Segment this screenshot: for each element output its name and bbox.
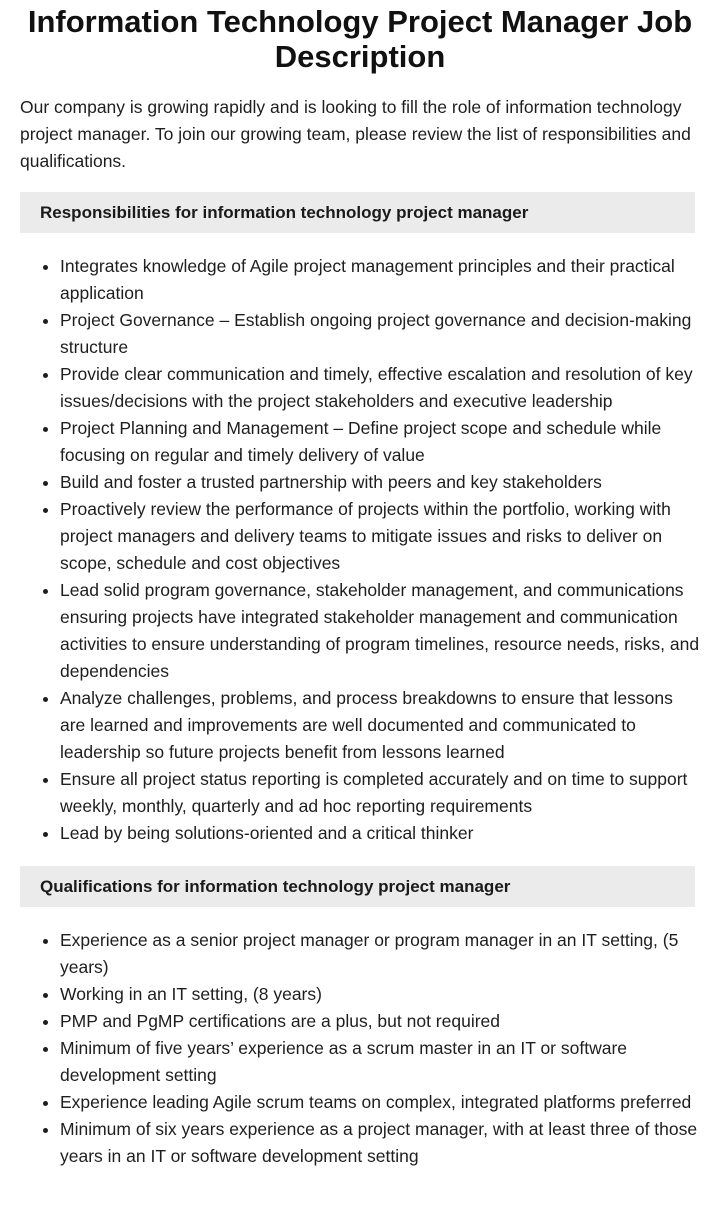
list-item: • Provide clear communication and timely, effective escalation and resolution of key issues/decisions with the project stakeholders and executive leadership: [60, 361, 700, 415]
qualifications-list: [0, 927, 700, 1170]
qualifications-heading: Qualifications for information technology project manager: [20, 866, 695, 907]
responsibilities-list: [0, 253, 700, 847]
list-item: • Experience leading Agile scrum teams on complex, integrated platforms preferred: [60, 1089, 700, 1116]
list-item: • Proactively review the performance of projects within the portfolio, working with project managers and delivery teams to mitigate issues and risks to deliver on scope, schedule and cost objectives: [60, 496, 700, 577]
list-item: • Build and foster a trusted partnership with peers and key stakeholders: [60, 469, 700, 496]
responsibilities-heading: Responsibilities for information technology project manager: [20, 192, 695, 233]
intro-paragraph: Our company is growing rapidly and is looking to fill the role of information technology project manager. To join our growing team, please review the list of responsibilities and qualifications.: [20, 97, 691, 171]
list-item: • Analyze challenges, problems, and process breakdowns to ensure that lessons are learned and improvements are well documented and communicated to leadership so future projects benefit from lessons learned: [60, 685, 700, 766]
list-item: • PMP and PgMP certifications are a plus, but not required: [60, 1008, 700, 1035]
list-item: • Experience as a senior project manager or program manager in an IT setting, (5 years): [60, 927, 700, 981]
list-item: • Project Planning and Management – Define project scope and schedule while focusing on regular and timely delivery of value: [60, 415, 700, 469]
list-item: • Minimum of five years’ experience as a scrum master in an IT or software development setting: [60, 1035, 700, 1089]
list-item: • Minimum of six years experience as a project manager, with at least three of those years in an IT or software development setting: [60, 1116, 700, 1170]
list-item: • Project Governance – Establish ongoing project governance and decision-making structure: [60, 307, 700, 361]
list-item: • Integrates knowledge of Agile project management principles and their practical application: [60, 253, 700, 307]
page-title: Information Technology Project Manager Job Description: [27, 4, 693, 74]
list-item: • Working in an IT setting, (8 years): [60, 981, 700, 1008]
list-item: • Lead solid program governance, stakeholder management, and communications ensuring projects have integrated stakeholder management and communication activities to ensure understanding of program timelines, resource needs, risks, and dependencies: [60, 577, 700, 685]
list-item: • Lead by being solutions-oriented and a critical thinker: [60, 820, 700, 847]
list-item: • Ensure all project status reporting is completed accurately and on time to support weekly, monthly, quarterly and ad hoc reporting requirements: [60, 766, 700, 820]
